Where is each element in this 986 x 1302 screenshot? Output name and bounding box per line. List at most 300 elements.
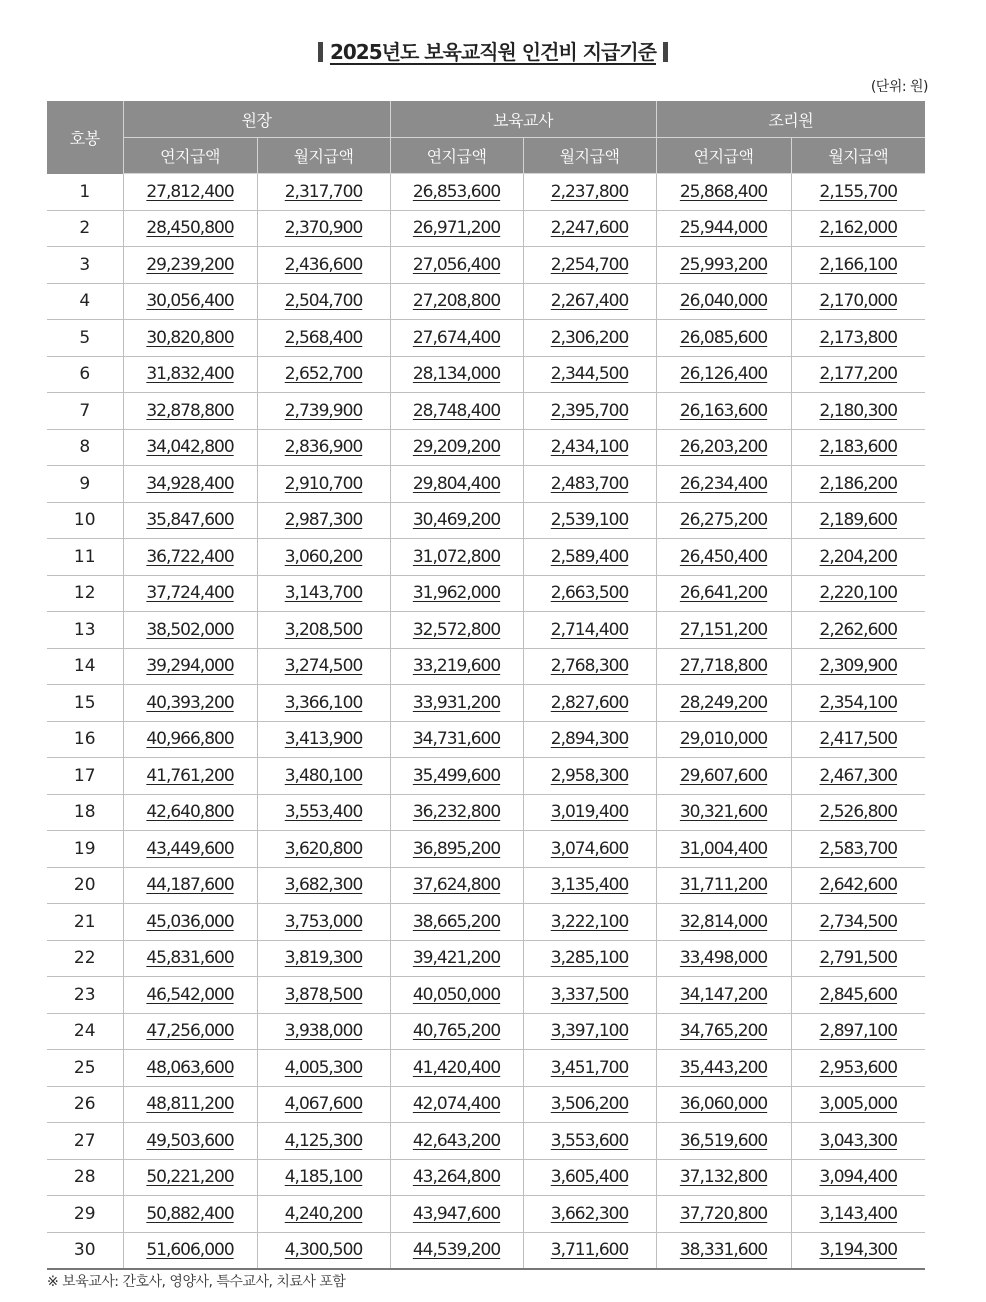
amount-value: 3,553,400 bbox=[284, 802, 363, 823]
amount-value: 3,194,300 bbox=[819, 1240, 898, 1261]
rank-cell: 7 bbox=[47, 393, 123, 430]
amount-value: 50,221,200 bbox=[146, 1167, 234, 1188]
rank-cell: 23 bbox=[47, 977, 123, 1014]
rank-cell: 15 bbox=[47, 685, 123, 722]
monthly-header: 월지급액 bbox=[791, 138, 925, 174]
amount-value: 3,043,300 bbox=[819, 1130, 898, 1151]
amount-value: 2,162,000 bbox=[819, 218, 898, 239]
amount-cell bbox=[791, 283, 925, 320]
amount-value: 2,910,700 bbox=[284, 473, 363, 494]
amount-value: 30,056,400 bbox=[146, 291, 234, 312]
amount-value: 2,354,100 bbox=[819, 692, 898, 713]
amount-value: 4,240,200 bbox=[284, 1203, 363, 1224]
amount-value: 25,868,400 bbox=[679, 181, 768, 202]
amount-cell bbox=[257, 283, 390, 320]
amount-cell bbox=[257, 539, 390, 576]
amount-cell bbox=[523, 320, 656, 357]
amount-value: 37,624,800 bbox=[412, 875, 501, 896]
amount-value: 39,294,000 bbox=[146, 656, 234, 677]
amount-value: 31,004,400 bbox=[679, 838, 768, 859]
amount-value: 34,042,800 bbox=[146, 437, 234, 458]
rank-cell: 8 bbox=[47, 429, 123, 466]
amount-value: 32,878,800 bbox=[146, 400, 234, 421]
amount-cell bbox=[390, 904, 523, 941]
rank-cell: 11 bbox=[47, 539, 123, 576]
amount-cell bbox=[523, 648, 656, 685]
amount-value: 2,262,600 bbox=[819, 619, 898, 640]
amount-value: 34,928,400 bbox=[146, 473, 234, 494]
table-row bbox=[47, 1086, 925, 1123]
amount-value: 26,641,200 bbox=[679, 583, 768, 604]
amount-value: 26,853,600 bbox=[412, 181, 501, 202]
amount-cell bbox=[523, 210, 656, 247]
amount-cell bbox=[257, 1013, 390, 1050]
amount-cell bbox=[390, 356, 523, 393]
amount-value: 2,958,300 bbox=[550, 765, 629, 786]
title-bar-right bbox=[663, 42, 668, 62]
amount-cell bbox=[791, 210, 925, 247]
amount-cell bbox=[656, 1232, 791, 1269]
amount-cell bbox=[390, 940, 523, 977]
amount-cell bbox=[791, 429, 925, 466]
rank-cell: 27 bbox=[47, 1123, 123, 1160]
amount-cell bbox=[390, 539, 523, 576]
table-row bbox=[47, 612, 925, 649]
amount-cell bbox=[123, 685, 257, 722]
amount-cell bbox=[390, 466, 523, 503]
amount-cell bbox=[390, 612, 523, 649]
amount-cell bbox=[123, 283, 257, 320]
amount-value: 36,722,400 bbox=[146, 546, 234, 567]
amount-value: 43,264,800 bbox=[412, 1167, 501, 1188]
amount-value: 27,718,800 bbox=[679, 656, 768, 677]
amount-cell bbox=[390, 1050, 523, 1087]
rank-cell: 14 bbox=[47, 648, 123, 685]
amount-value: 3,074,600 bbox=[550, 838, 629, 859]
amount-value: 45,036,000 bbox=[146, 911, 234, 932]
amount-value: 2,652,700 bbox=[284, 364, 363, 385]
amount-value: 39,421,200 bbox=[412, 948, 501, 969]
amount-value: 2,483,700 bbox=[550, 473, 629, 494]
amount-cell bbox=[656, 539, 791, 576]
table-row bbox=[47, 1159, 925, 1196]
amount-cell bbox=[257, 977, 390, 1014]
amount-value: 3,143,700 bbox=[284, 583, 363, 604]
amount-value: 38,502,000 bbox=[146, 619, 234, 640]
table-row bbox=[47, 721, 925, 758]
amount-value: 2,237,800 bbox=[550, 181, 629, 202]
amount-cell bbox=[656, 502, 791, 539]
amount-value: 2,827,600 bbox=[550, 692, 629, 713]
amount-value: 46,542,000 bbox=[146, 984, 234, 1005]
amount-value: 2,267,400 bbox=[550, 291, 629, 312]
amount-value: 2,186,200 bbox=[819, 473, 898, 494]
amount-value: 28,134,000 bbox=[412, 364, 501, 385]
amount-cell bbox=[656, 320, 791, 357]
amount-cell bbox=[257, 356, 390, 393]
table-row bbox=[47, 758, 925, 795]
amount-value: 2,714,400 bbox=[550, 619, 629, 640]
amount-cell bbox=[390, 393, 523, 430]
amount-cell bbox=[257, 393, 390, 430]
amount-value: 2,344,500 bbox=[550, 364, 629, 385]
amount-value: 33,219,600 bbox=[412, 656, 501, 677]
table-row bbox=[47, 575, 925, 612]
amount-cell bbox=[656, 466, 791, 503]
amount-cell bbox=[390, 174, 523, 211]
amount-value: 42,640,800 bbox=[146, 802, 234, 823]
amount-cell bbox=[523, 977, 656, 1014]
rank-cell: 21 bbox=[47, 904, 123, 941]
amount-cell bbox=[791, 977, 925, 1014]
amount-cell bbox=[123, 393, 257, 430]
amount-cell bbox=[390, 1232, 523, 1269]
amount-value: 37,720,800 bbox=[679, 1203, 768, 1224]
rank-cell: 29 bbox=[47, 1196, 123, 1233]
amount-value: 40,765,200 bbox=[412, 1021, 501, 1042]
amount-value: 2,845,600 bbox=[819, 984, 898, 1005]
amount-cell bbox=[390, 721, 523, 758]
amount-value: 4,067,600 bbox=[284, 1094, 363, 1115]
rank-cell: 28 bbox=[47, 1159, 123, 1196]
amount-cell bbox=[123, 575, 257, 612]
group-header-cook: 조리원 bbox=[656, 101, 925, 138]
amount-cell bbox=[390, 1086, 523, 1123]
amount-cell bbox=[123, 502, 257, 539]
amount-value: 44,187,600 bbox=[146, 875, 234, 896]
amount-cell bbox=[523, 1123, 656, 1160]
amount-value: 2,953,600 bbox=[819, 1057, 898, 1078]
amount-cell bbox=[791, 1196, 925, 1233]
amount-value: 3,506,200 bbox=[550, 1094, 629, 1115]
amount-cell bbox=[791, 648, 925, 685]
amount-cell bbox=[791, 1050, 925, 1087]
amount-cell bbox=[123, 356, 257, 393]
amount-value: 2,467,300 bbox=[819, 765, 898, 786]
amount-cell bbox=[523, 393, 656, 430]
table-row bbox=[47, 356, 925, 393]
amount-cell bbox=[791, 174, 925, 211]
amount-cell bbox=[791, 794, 925, 831]
amount-value: 30,469,200 bbox=[412, 510, 501, 531]
table-row bbox=[47, 210, 925, 247]
amount-cell bbox=[791, 1232, 925, 1269]
amount-value: 2,642,600 bbox=[819, 875, 898, 896]
amount-value: 26,163,600 bbox=[679, 400, 768, 421]
amount-value: 27,208,800 bbox=[412, 291, 501, 312]
amount-value: 31,832,400 bbox=[146, 364, 234, 385]
amount-value: 4,300,500 bbox=[284, 1240, 363, 1261]
amount-value: 2,309,900 bbox=[819, 656, 898, 677]
amount-cell bbox=[257, 1232, 390, 1269]
table-row bbox=[47, 539, 925, 576]
amount-cell bbox=[523, 283, 656, 320]
amount-cell bbox=[257, 466, 390, 503]
amount-value: 30,820,800 bbox=[146, 327, 234, 348]
amount-value: 2,504,700 bbox=[284, 291, 363, 312]
amount-cell bbox=[390, 1013, 523, 1050]
rank-cell: 2 bbox=[47, 210, 123, 247]
amount-cell bbox=[123, 320, 257, 357]
rank-cell: 26 bbox=[47, 1086, 123, 1123]
amount-cell bbox=[257, 575, 390, 612]
amount-cell bbox=[257, 904, 390, 941]
amount-cell bbox=[257, 867, 390, 904]
table-row bbox=[47, 831, 925, 868]
rank-cell: 13 bbox=[47, 612, 123, 649]
amount-cell bbox=[656, 393, 791, 430]
amount-cell bbox=[390, 283, 523, 320]
amount-value: 25,993,200 bbox=[679, 254, 768, 275]
table-row bbox=[47, 283, 925, 320]
amount-value: 3,662,300 bbox=[550, 1203, 629, 1224]
amount-cell bbox=[523, 1050, 656, 1087]
amount-value: 36,519,600 bbox=[679, 1130, 768, 1151]
amount-value: 29,239,200 bbox=[146, 254, 234, 275]
amount-value: 3,480,100 bbox=[284, 765, 363, 786]
amount-cell bbox=[656, 210, 791, 247]
amount-cell bbox=[523, 575, 656, 612]
amount-value: 31,711,200 bbox=[679, 875, 768, 896]
rank-cell: 12 bbox=[47, 575, 123, 612]
amount-value: 40,966,800 bbox=[146, 729, 234, 750]
amount-cell bbox=[123, 1232, 257, 1269]
amount-value: 42,074,400 bbox=[412, 1094, 501, 1115]
amount-value: 3,682,300 bbox=[284, 875, 363, 896]
amount-value: 36,232,800 bbox=[412, 802, 501, 823]
amount-cell bbox=[523, 247, 656, 284]
annual-header: 연지급액 bbox=[656, 138, 791, 174]
amount-value: 51,606,000 bbox=[146, 1240, 234, 1261]
rank-cell: 9 bbox=[47, 466, 123, 503]
amount-cell bbox=[257, 940, 390, 977]
unit-note: (단위: 원) bbox=[870, 79, 928, 95]
amount-cell bbox=[257, 1196, 390, 1233]
amount-cell bbox=[123, 174, 257, 211]
amount-cell bbox=[257, 794, 390, 831]
amount-value: 29,010,000 bbox=[679, 729, 768, 750]
rank-cell: 5 bbox=[47, 320, 123, 357]
amount-value: 3,274,500 bbox=[284, 656, 363, 677]
amount-value: 48,811,200 bbox=[146, 1094, 234, 1115]
amount-value: 3,285,100 bbox=[550, 948, 629, 969]
amount-value: 41,761,200 bbox=[146, 765, 234, 786]
table-row bbox=[47, 1196, 925, 1233]
title-text: 2025년도 보육교직원 인건비 지급기준 bbox=[329, 40, 657, 64]
amount-cell bbox=[791, 1013, 925, 1050]
amount-value: 2,894,300 bbox=[550, 729, 629, 750]
amount-value: 38,665,200 bbox=[412, 911, 501, 932]
rank-cell: 16 bbox=[47, 721, 123, 758]
amount-value: 37,724,400 bbox=[146, 583, 234, 604]
table-row bbox=[47, 1232, 925, 1269]
amount-value: 25,944,000 bbox=[679, 218, 768, 239]
amount-value: 3,413,900 bbox=[284, 729, 363, 750]
amount-cell bbox=[523, 940, 656, 977]
amount-cell bbox=[791, 831, 925, 868]
amount-cell bbox=[791, 1159, 925, 1196]
amount-value: 29,804,400 bbox=[412, 473, 501, 494]
amount-cell bbox=[656, 1159, 791, 1196]
amount-value: 33,498,000 bbox=[679, 948, 768, 969]
amount-value: 2,417,500 bbox=[819, 729, 898, 750]
amount-value: 4,125,300 bbox=[284, 1130, 363, 1151]
amount-value: 3,553,600 bbox=[550, 1130, 629, 1151]
rank-cell: 6 bbox=[47, 356, 123, 393]
amount-cell bbox=[123, 940, 257, 977]
amount-cell bbox=[656, 721, 791, 758]
monthly-header: 월지급액 bbox=[257, 138, 390, 174]
table-row bbox=[47, 1123, 925, 1160]
amount-cell bbox=[656, 612, 791, 649]
table-row bbox=[47, 904, 925, 941]
amount-cell bbox=[123, 429, 257, 466]
amount-cell bbox=[523, 429, 656, 466]
amount-cell bbox=[390, 758, 523, 795]
amount-value: 3,819,300 bbox=[284, 948, 363, 969]
amount-cell bbox=[791, 612, 925, 649]
amount-cell bbox=[390, 320, 523, 357]
rank-cell: 17 bbox=[47, 758, 123, 795]
amount-value: 2,166,100 bbox=[819, 254, 898, 275]
amount-cell bbox=[791, 1123, 925, 1160]
amount-cell bbox=[656, 648, 791, 685]
amount-cell bbox=[390, 794, 523, 831]
amount-cell bbox=[791, 247, 925, 284]
amount-cell bbox=[390, 867, 523, 904]
amount-cell bbox=[257, 1050, 390, 1087]
amount-value: 4,005,300 bbox=[284, 1057, 363, 1078]
amount-cell bbox=[523, 1232, 656, 1269]
table-row bbox=[47, 648, 925, 685]
amount-cell bbox=[257, 831, 390, 868]
amount-value: 48,063,600 bbox=[146, 1057, 234, 1078]
amount-cell bbox=[257, 758, 390, 795]
amount-cell bbox=[257, 502, 390, 539]
amount-cell bbox=[123, 210, 257, 247]
amount-cell bbox=[791, 466, 925, 503]
amount-cell bbox=[791, 758, 925, 795]
amount-value: 50,882,400 bbox=[146, 1203, 234, 1224]
amount-cell bbox=[123, 758, 257, 795]
amount-cell bbox=[523, 831, 656, 868]
amount-cell bbox=[523, 466, 656, 503]
amount-value: 2,768,300 bbox=[550, 656, 629, 677]
amount-cell bbox=[257, 721, 390, 758]
amount-cell bbox=[257, 247, 390, 284]
amount-value: 3,094,400 bbox=[819, 1167, 898, 1188]
rank-cell: 3 bbox=[47, 247, 123, 284]
amount-cell bbox=[123, 867, 257, 904]
amount-value: 29,607,600 bbox=[679, 765, 768, 786]
amount-value: 26,085,600 bbox=[679, 327, 768, 348]
rank-cell: 30 bbox=[47, 1232, 123, 1269]
rank-cell: 18 bbox=[47, 794, 123, 831]
amount-cell bbox=[791, 1086, 925, 1123]
amount-cell bbox=[656, 1196, 791, 1233]
amount-value: 2,173,800 bbox=[819, 327, 898, 348]
amount-value: 26,126,400 bbox=[679, 364, 768, 385]
amount-value: 2,539,100 bbox=[550, 510, 629, 531]
amount-cell bbox=[523, 904, 656, 941]
amount-value: 26,275,200 bbox=[679, 510, 768, 531]
group-header-teacher: 보육교사 bbox=[390, 101, 656, 138]
amount-value: 2,987,300 bbox=[284, 510, 363, 531]
table-row bbox=[47, 429, 925, 466]
amount-cell bbox=[523, 867, 656, 904]
annual-header: 연지급액 bbox=[390, 138, 523, 174]
amount-value: 2,436,600 bbox=[284, 254, 363, 275]
table-row bbox=[47, 867, 925, 904]
table-row bbox=[47, 466, 925, 503]
amount-value: 2,791,500 bbox=[819, 948, 898, 969]
amount-value: 2,183,600 bbox=[819, 437, 898, 458]
amount-cell bbox=[656, 867, 791, 904]
amount-value: 2,663,500 bbox=[550, 583, 629, 604]
amount-value: 31,962,000 bbox=[412, 583, 501, 604]
amount-cell bbox=[390, 210, 523, 247]
table-row bbox=[47, 393, 925, 430]
amount-value: 32,814,000 bbox=[679, 911, 768, 932]
amount-value: 3,397,100 bbox=[550, 1021, 629, 1042]
amount-cell bbox=[656, 758, 791, 795]
amount-cell bbox=[523, 721, 656, 758]
amount-value: 49,503,600 bbox=[146, 1130, 234, 1151]
amount-value: 2,254,700 bbox=[550, 254, 629, 275]
amount-value: 31,072,800 bbox=[412, 546, 501, 567]
page-title bbox=[0, 36, 986, 65]
amount-cell bbox=[791, 393, 925, 430]
amount-value: 3,878,500 bbox=[284, 984, 363, 1005]
amount-value: 2,589,400 bbox=[550, 546, 629, 567]
amount-value: 3,143,400 bbox=[819, 1203, 898, 1224]
amount-cell bbox=[523, 1159, 656, 1196]
table-row bbox=[47, 1050, 925, 1087]
amount-cell bbox=[123, 1159, 257, 1196]
amount-cell bbox=[523, 1086, 656, 1123]
amount-value: 26,203,200 bbox=[679, 437, 768, 458]
amount-cell bbox=[791, 502, 925, 539]
amount-cell bbox=[123, 247, 257, 284]
amount-cell bbox=[523, 1013, 656, 1050]
amount-value: 27,151,200 bbox=[679, 619, 768, 640]
amount-cell bbox=[791, 575, 925, 612]
amount-cell bbox=[523, 539, 656, 576]
amount-cell bbox=[257, 685, 390, 722]
amount-value: 43,449,600 bbox=[146, 838, 234, 859]
table-row bbox=[47, 174, 925, 211]
amount-value: 27,812,400 bbox=[146, 181, 234, 202]
group-header-director: 원장 bbox=[123, 101, 390, 138]
amount-value: 3,005,000 bbox=[819, 1094, 898, 1115]
amount-value: 42,643,200 bbox=[412, 1130, 501, 1151]
amount-cell bbox=[257, 320, 390, 357]
amount-cell bbox=[257, 210, 390, 247]
annual-header: 연지급액 bbox=[123, 138, 257, 174]
amount-cell bbox=[523, 794, 656, 831]
amount-cell bbox=[656, 1013, 791, 1050]
amount-cell bbox=[656, 904, 791, 941]
amount-value: 26,450,400 bbox=[679, 546, 768, 567]
amount-cell bbox=[656, 1123, 791, 1160]
amount-value: 2,897,100 bbox=[819, 1021, 898, 1042]
amount-cell bbox=[123, 1196, 257, 1233]
amount-cell bbox=[523, 1196, 656, 1233]
amount-cell bbox=[123, 612, 257, 649]
amount-cell bbox=[523, 612, 656, 649]
amount-cell bbox=[791, 867, 925, 904]
rank-cell: 25 bbox=[47, 1050, 123, 1087]
